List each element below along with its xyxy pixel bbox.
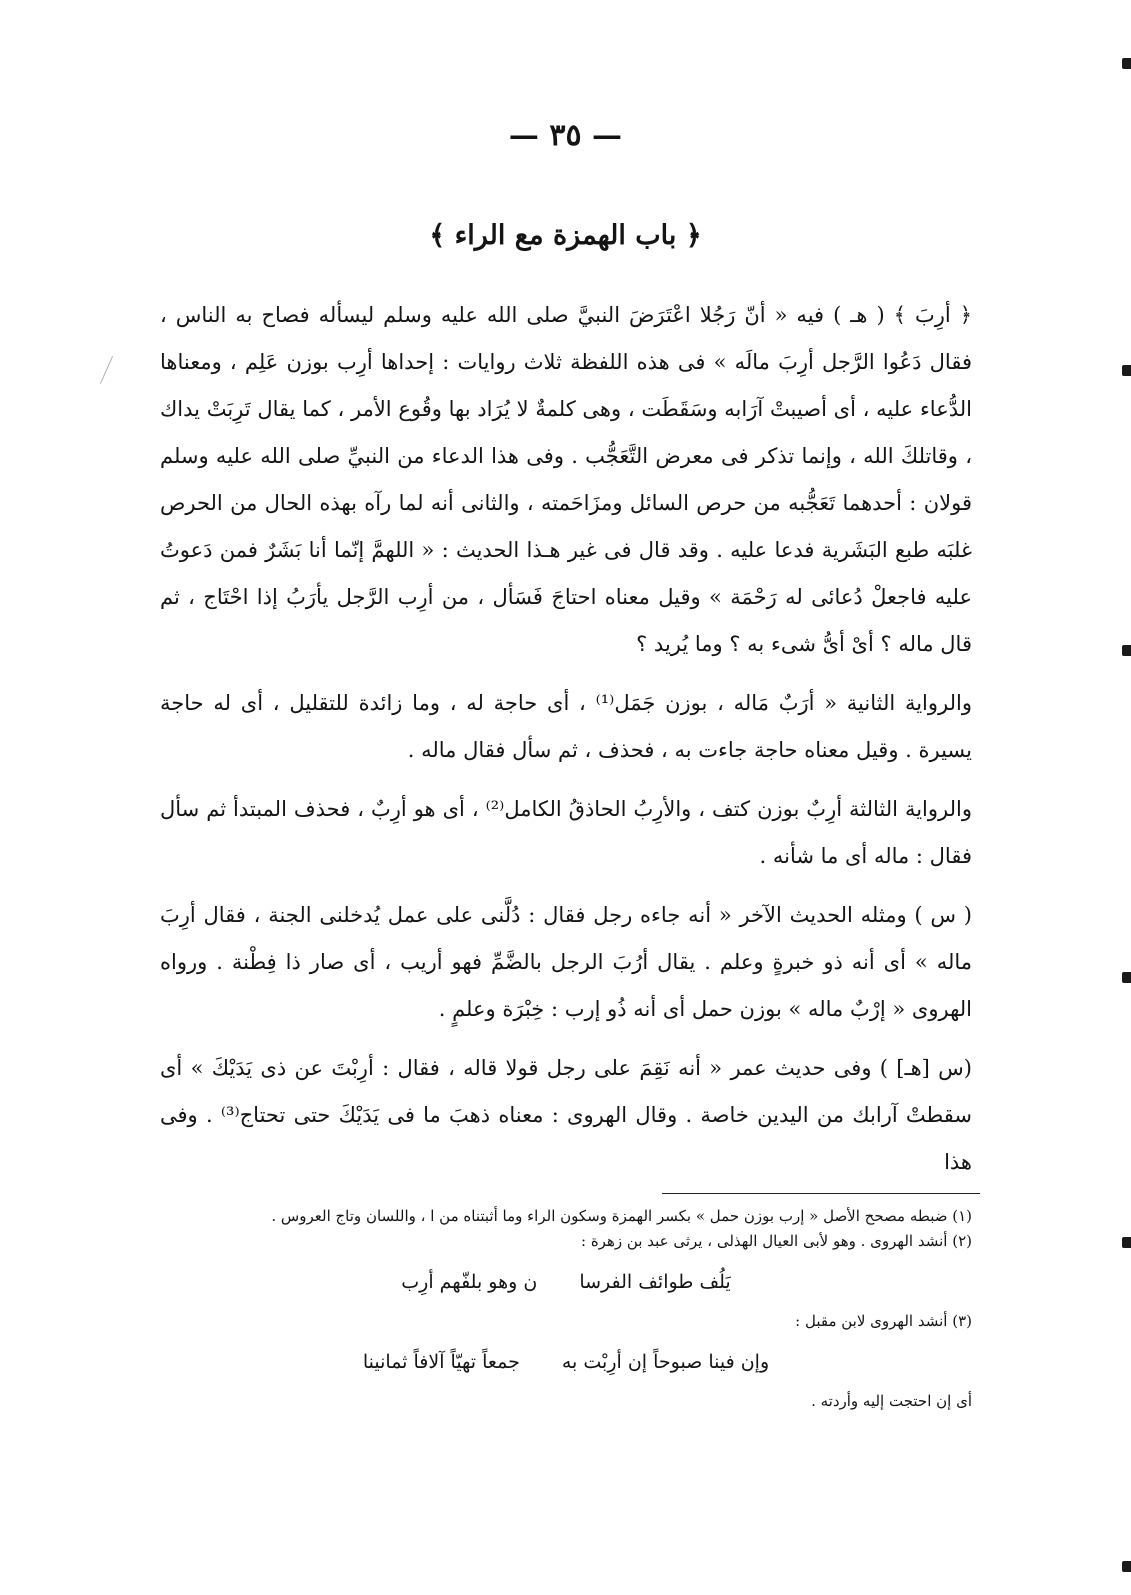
scan-edge-mark bbox=[1122, 1237, 1131, 1248]
scan-edge-mark bbox=[1122, 645, 1131, 656]
chapter-heading: ﴿ باب الهمزة مع الراء ﴾ bbox=[429, 220, 702, 251]
page-number: — ٣٥ — bbox=[508, 118, 623, 153]
verse-hemistich-first: يَلُف طوائف الفرسا bbox=[579, 1271, 731, 1293]
scan-edge-mark bbox=[1122, 365, 1131, 376]
verse-hemistich-first: وإن فينا صبوحاً إن أرِبْت به bbox=[561, 1351, 770, 1373]
verse-hemistich-second: ن وهو بلفّهم أرِب bbox=[401, 1271, 538, 1293]
paragraph-entry-arib: ﴿ أرِبَ ﴾ ( هـ ) فيه « أنّ رَجُلا اعْتَرَضَ النبيَّ صلى الله عليه وسلم ليسأله فصاح به الناس ، فقال دَعُوا الرَّجل أرِبَ مالَه » فى هذه اللفظة ثلاث روايات : إحداها أرِب بوزن عَلِم ، ومعناها الدُّعاء عليه ، أى أصيبتْ آرَابه وسَقَطَت ، وهى كلمةٌ لا يُرَاد بها وقُوع الأمر ، كما يقال تَرِبَتْ يداك ، وقاتلكَ الله ، وإنما تذكر فى معرض التَّعَجُّب . وفى هذا الدعاء من النبيِّ صلى الله عليه وسلم قولان : أحدهما تَعَجُّبه من حرص السائل ومزَاحَمته ، والثانى أنه لما رآه بهذه الحال من الحرص غلبَه طبع البَشَرية فدعا عليه . وقد قال فى غير هـذا الحديث : « اللهمَّ إنّما أنا بَشَرٌ فمن دَعوتُ عليه فاجعلْ دُعائى له رَحْمَة » وقيل معناه احتاجَ فَسَأل ، من أرِب الرَّجل يأرَبُ إذا احْتَاج ، ثم قال ماله ؟ أىْ أىُّ شىء به ؟ وما يُريد ؟ bbox=[160, 303, 972, 656]
verse-hemistich-second: جمعاً تهيّاً آلافاً ثمانينا bbox=[362, 1351, 520, 1373]
footnote-3-gloss: أى إن احتجت إليه وأردته . bbox=[811, 1392, 972, 1410]
footnote-2: (٢) أنشد الهروى . وهو لأبى العيال الهذلى ، يرثى عبد بن زهرة : bbox=[581, 1232, 972, 1250]
scan-stray-mark bbox=[100, 356, 113, 384]
scan-edge-mark bbox=[1122, 58, 1131, 69]
scan-edge-mark bbox=[1122, 1561, 1131, 1572]
footnote-2-verse bbox=[160, 1270, 972, 1295]
main-text bbox=[160, 292, 972, 1198]
footnote-1: (١) ضبطه مصحح الأصل « إرب بوزن حمل » بكسر الهمزة وسكون الراء وما أثبتناه من ا ، واللسان وتاج العروس . bbox=[271, 1207, 972, 1225]
paragraph-second-reading: والرواية الثانية « أرَبٌ مَاله ، بوزن جَمَل⁽¹⁾ ، أى حاجة له ، وما زائدة للتقليل ، أى له حاجة يسيرة . وقيل معناه حاجة جاءت به ، فحذف ، ثم سأل فقال ماله . bbox=[160, 691, 972, 762]
footnote-3: (٣) أنشد الهروى لابن مقبل : bbox=[795, 1312, 972, 1330]
paragraph-third-reading: والرواية الثالثة أرِبٌ بوزن كتف ، والأرِبُ الحاذقُ الكامل⁽²⁾ ، أى هو أرِبٌ ، فحذف المبتدأ ثم سأل فقال : ماله أى ما شأنه . bbox=[160, 797, 972, 868]
footnotes bbox=[160, 1204, 972, 1414]
paragraph-other-hadith: ( س ) ومثله الحديث الآخر « أنه جاءه رجل فقال : دُلَّنى على عمل يُدخلنى الجنة ، فقال أرِبَ ماله » أى أنه ذو خبرةٍ وعلم . يقال أرُبَ الرجل بالضَّمِّ فهو أريب ، أى صار ذا فِطْنة . ورواه الهروى « إرْبٌ ماله » بوزن حمل أى أنه ذُو إرب : خِبْرَة وعلمٍ . bbox=[160, 903, 972, 1021]
footnote-3-verse bbox=[160, 1350, 972, 1375]
paragraph-umar-hadith: (س [هـ] ) وفى حديث عمر « أنه نَقِمَ على رجل قولا قاله ، فقال : أرِبْتَ عن ذى يَدَيْكَ » أى سقطتْ آرابك من اليدين خاصة . وقال الهروى : معناه ذهبَ ما فى يَدَيْكَ حتى تحتاج⁽³⁾ . وفى هذا bbox=[160, 1056, 972, 1174]
footnote-divider bbox=[662, 1193, 980, 1194]
scan-edge-mark bbox=[1122, 972, 1131, 983]
